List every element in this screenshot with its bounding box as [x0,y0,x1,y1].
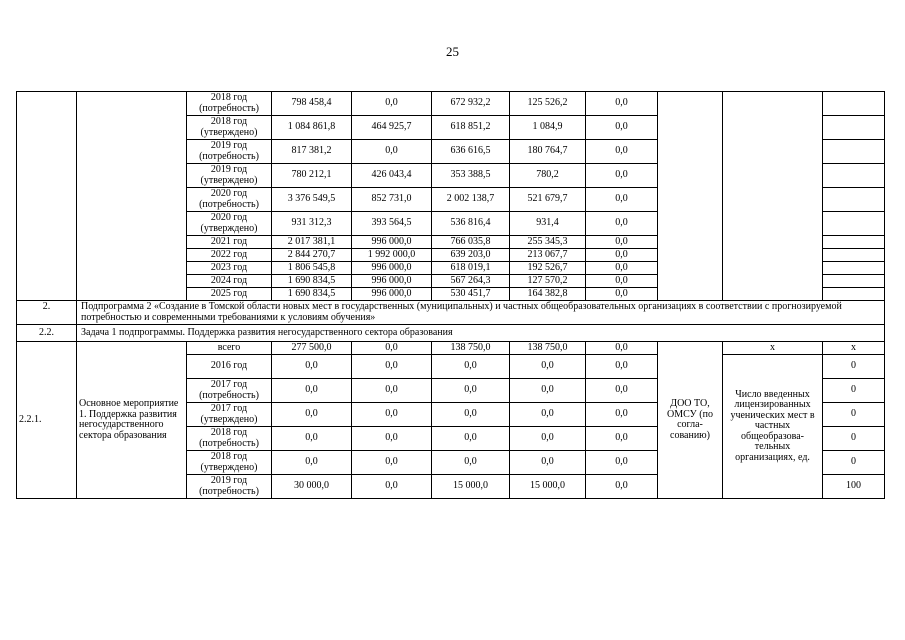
federal-cell: 996 000,0 [352,275,432,288]
local-cell: 180 764,7 [510,140,586,164]
funding-table [16,91,885,499]
regional-cell: 618 019,1 [432,262,510,275]
federal-cell: 1 992 000,0 [352,249,432,262]
indicator-value-cell: 0 [823,379,885,403]
federal-cell: 852 731,0 [352,188,432,212]
indicator-value-cell [823,140,885,164]
extra-cell: 0,0 [586,188,658,212]
extra-cell: 0,0 [586,427,658,451]
regional-cell: 0,0 [432,403,510,427]
indicator-value-cell [823,262,885,275]
year-cell: 2018 год (потребность) [187,427,272,451]
local-cell: 931,4 [510,212,586,236]
regional-cell: 138 750,0 [432,342,510,355]
year-cell: 2017 год (утверждено) [187,403,272,427]
total-cell: 0,0 [272,355,352,379]
year-cell: 2025 год [187,288,272,301]
extra-cell: 0,0 [586,262,658,275]
extra-cell: 0,0 [586,140,658,164]
year-cell: 2019 год (потребность) [187,140,272,164]
total-cell: 2 017 381,1 [272,236,352,249]
total-cell: 2 844 270,7 [272,249,352,262]
indicator-value-cell [823,92,885,116]
regional-cell: 0,0 [432,379,510,403]
indicator-value-cell [823,212,885,236]
indicator-value-cell [823,188,885,212]
total-cell: 798 458,4 [272,92,352,116]
extra-cell: 0,0 [586,379,658,403]
activity-name: Основное мероприятие 1. Поддержка развития негосударственного сектора образования [77,342,187,499]
indicator-value-cell [823,116,885,140]
total-cell: 780 212,1 [272,164,352,188]
federal-cell: 426 043,4 [352,164,432,188]
regional-cell: 0,0 [432,427,510,451]
federal-cell: 0,0 [352,403,432,427]
regional-cell: 536 816,4 [432,212,510,236]
local-cell: 0,0 [510,355,586,379]
subprogram-title: Подпрограмма 2 «Создание в Томской области новых мест в государственных (муниципальных) и частных общеобразовательных организациях в соответствии с прогнозируемой потребностью и современными требованиями к условиям обучения» [77,301,885,325]
regional-cell: 618 851,2 [432,116,510,140]
subprogram-row [17,301,885,325]
year-cell: 2023 год [187,262,272,275]
row-number-cell [17,92,77,301]
total-cell: 0,0 [272,427,352,451]
indicator-value-cell: 0 [823,451,885,475]
local-cell: 0,0 [510,379,586,403]
local-cell: 125 526,2 [510,92,586,116]
year-cell: 2019 год (потребность) [187,475,272,499]
year-cell: 2018 год (утверждено) [187,451,272,475]
federal-cell: 0,0 [352,379,432,403]
extra-cell: 0,0 [586,355,658,379]
extra-cell: 0,0 [586,249,658,262]
local-cell: 255 345,3 [510,236,586,249]
page-number: 25 [446,44,459,59]
extra-cell: 0,0 [586,403,658,427]
subprogram-number: 2. [17,301,77,325]
regional-cell: 530 451,7 [432,288,510,301]
year-cell: 2020 год (потребность) [187,188,272,212]
local-cell: 521 679,7 [510,188,586,212]
local-cell: 0,0 [510,403,586,427]
federal-cell: 996 000,0 [352,288,432,301]
federal-cell: 996 000,0 [352,262,432,275]
indicator-value-cell: 0 [823,355,885,379]
federal-cell: 0,0 [352,427,432,451]
total-cell: 277 500,0 [272,342,352,355]
total-cell: 1 084 861,8 [272,116,352,140]
regional-cell: 2 002 138,7 [432,188,510,212]
year-cell: всего [187,342,272,355]
federal-cell: 393 564,5 [352,212,432,236]
regional-cell: 766 035,8 [432,236,510,249]
regional-cell: 353 388,5 [432,164,510,188]
extra-cell: 0,0 [586,475,658,499]
year-cell: 2024 год [187,275,272,288]
extra-cell: 0,0 [586,236,658,249]
indicator-cell [723,92,823,301]
table-row [17,92,885,116]
year-cell: 2016 год [187,355,272,379]
indicator-value-cell [823,249,885,262]
year-cell: 2020 год (утверждено) [187,212,272,236]
total-cell: 1 690 834,5 [272,288,352,301]
year-cell: 2021 год [187,236,272,249]
local-cell: 15 000,0 [510,475,586,499]
total-cell: 3 376 549,5 [272,188,352,212]
year-cell: 2018 год (потребность) [187,92,272,116]
local-cell: 0,0 [510,427,586,451]
regional-cell: 567 264,3 [432,275,510,288]
total-cell: 30 000,0 [272,475,352,499]
year-cell: 2019 год (утверждено) [187,164,272,188]
federal-cell: 0,0 [352,451,432,475]
task-row [17,325,885,342]
table-row [17,342,885,355]
extra-cell: 0,0 [586,116,658,140]
federal-cell: 0,0 [352,355,432,379]
executor-cell: ДОО ТО, ОМСУ (по согла-сованию) [658,342,723,499]
extra-cell: 0,0 [586,164,658,188]
federal-cell: 0,0 [352,342,432,355]
local-cell: 164 382,8 [510,288,586,301]
federal-cell: 996 000,0 [352,236,432,249]
indicator-value-cell [823,236,885,249]
total-cell: 1 806 545,8 [272,262,352,275]
total-cell: 0,0 [272,403,352,427]
indicator-value-cell [823,164,885,188]
indicator-value-cell: 100 [823,475,885,499]
regional-cell: 672 932,2 [432,92,510,116]
federal-cell: 0,0 [352,475,432,499]
local-cell: 127 570,2 [510,275,586,288]
federal-cell: 0,0 [352,92,432,116]
indicator-description: Число введенных лицензированных ученических мест в частных общеобразова-тельных организациях, ед. [723,355,823,499]
activity-number: 2.2.1. [17,342,77,499]
indicator-header: x [723,342,823,355]
extra-cell: 0,0 [586,342,658,355]
total-cell: 1 690 834,5 [272,275,352,288]
activity-name-cell [77,92,187,301]
local-cell: 192 526,7 [510,262,586,275]
indicator-value-cell: x [823,342,885,355]
local-cell: 780,2 [510,164,586,188]
total-cell: 0,0 [272,379,352,403]
local-cell: 1 084,9 [510,116,586,140]
federal-cell: 464 925,7 [352,116,432,140]
regional-cell: 639 203,0 [432,249,510,262]
regional-cell: 636 616,5 [432,140,510,164]
indicator-value-cell: 0 [823,403,885,427]
regional-cell: 0,0 [432,355,510,379]
total-cell: 0,0 [272,451,352,475]
local-cell: 213 067,7 [510,249,586,262]
extra-cell: 0,0 [586,275,658,288]
indicator-value-cell [823,275,885,288]
extra-cell: 0,0 [586,451,658,475]
executor-cell [658,92,723,301]
extra-cell: 0,0 [586,288,658,301]
year-cell: 2018 год (утверждено) [187,116,272,140]
task-title: Задача 1 подпрограммы. Поддержка развития негосударственного сектора образования [77,325,885,342]
federal-cell: 0,0 [352,140,432,164]
year-cell: 2022 год [187,249,272,262]
extra-cell: 0,0 [586,92,658,116]
local-cell: 0,0 [510,451,586,475]
regional-cell: 0,0 [432,451,510,475]
indicator-value-cell: 0 [823,427,885,451]
total-cell: 931 312,3 [272,212,352,236]
regional-cell: 15 000,0 [432,475,510,499]
total-cell: 817 381,2 [272,140,352,164]
extra-cell: 0,0 [586,212,658,236]
local-cell: 138 750,0 [510,342,586,355]
task-number: 2.2. [17,325,77,342]
indicator-value-cell [823,288,885,301]
year-cell: 2017 год (потребность) [187,379,272,403]
